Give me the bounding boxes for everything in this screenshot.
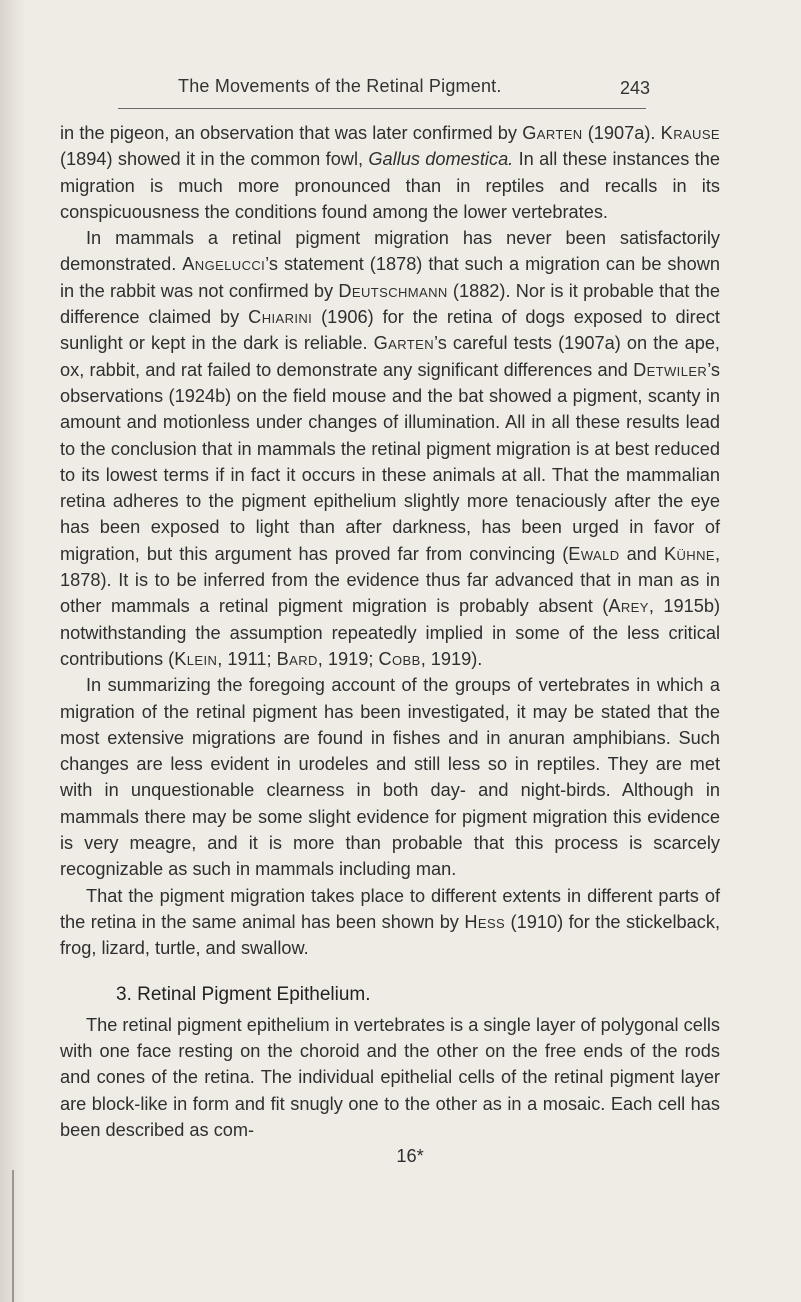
text-run: , 1915b) notwithstanding the assumption repeatedly implied in some of the less critical contributions (	[60, 596, 720, 669]
paragraph	[60, 120, 720, 225]
page-number: 243	[620, 78, 651, 98]
text-run: , 1911;	[217, 648, 277, 669]
author-name: Cobb	[378, 648, 421, 669]
paragraph	[60, 1012, 720, 1143]
text-run: In summarizing the foregoing account of the groups of vertebrates in which a migration of the retinal pigment has been investigated, it may be stated that the most extensive migrations are found in fishes and in anuran amphibians. Such changes are less evident in urodeles and still less so in reptiles. They are met with in unquestionable clearness in both day- and night-birds. Although in mammals there may be some slight evidence for pigment migration this evidence is very meagre, and it is more than probable that this process is scarcely recognizable as such in mammals including man.	[60, 675, 720, 880]
text-run: The retinal pigment epithelium in vertebrates is a single layer of polygonal cells with one face resting on the choroid and the other on the free ends of the rods and cones of the retina. The individual epithelial cells of the retinal pigment layer are block-like in form and fit snugly one to the other as in a mosaic. Each cell has been described as com-	[60, 1014, 720, 1140]
text-run: In mammals a retinal pigment migration has never been satisfactorily demonstrated.	[60, 228, 720, 275]
text-run: , 1919).	[420, 648, 483, 669]
body-text	[60, 120, 720, 1170]
author-name: Hess	[464, 911, 506, 932]
author-name: Deutschmann	[338, 280, 448, 301]
author-name: Kühne	[663, 543, 715, 564]
text-run: (1882). Nor is it probable that the difference claimed by	[60, 280, 720, 328]
author-name: Arey	[608, 596, 649, 617]
header-rule	[118, 108, 646, 109]
text-run: ’s statement (1878) that such a migration can be shown in the rabbit was not confirmed by	[60, 254, 720, 301]
author-name: Chiarini	[248, 307, 313, 328]
text-run: , 1878). It is to be inferred from the evidence thus far advanced that in man as in other mammals a retinal pigment migration is probably absent (	[60, 543, 721, 617]
paragraph	[60, 225, 720, 672]
author-name: Garten	[373, 333, 435, 354]
text-run: ’s careful tests (1907a) on the ape, ox, rabbit, and rat failed to demonstrate any significant differences and	[60, 333, 720, 380]
author-name: Garten	[522, 123, 583, 143]
paragraph	[60, 672, 720, 882]
signature-mark: 16*	[396, 1146, 424, 1167]
text-run: (1906) for the retina of dogs exposed to direct sunlight or kept in the dark is reliable.	[60, 307, 720, 354]
author-name: Detwiler	[633, 359, 708, 380]
binding-gutter	[0, 0, 26, 1302]
author-name: Krause	[660, 123, 720, 143]
italic-term: Gallus domestica.	[368, 149, 514, 170]
paragraph	[60, 883, 720, 962]
author-name: Klein	[174, 648, 218, 669]
section-heading: 3. Retinal Pigment Epithelium.	[116, 983, 371, 1005]
text-run: (1907a).	[582, 123, 661, 143]
text-run: ’s observations (1924b) on the field mouse and the bat showed a pigment, scanty in amount and motionless under changes of illumination. All in all these results lead to the conclusion that in mammals the retinal pigment migration is at best reduced to its lowest terms if in fact it occurs in these animals at all. That the mammalian retina adheres to the pigment epithelium slightly more tenaciously after the eye has been exposed to light than after darkness, has been urged in favor of migration, but this argument has proved far from convincing (	[60, 359, 720, 564]
running-title: The Movements of the Retinal Pigment.	[178, 76, 502, 96]
text-run: , 1919;	[317, 648, 379, 669]
text-run: and	[619, 543, 664, 564]
text-run: in the pigeon, an observation that was later confirmed by	[60, 123, 523, 143]
binding-edge-line	[12, 1170, 14, 1302]
author-name: Ewald	[568, 543, 620, 564]
author-name: Angelucci	[182, 254, 266, 275]
text-run: That the pigment migration takes place to different extents in different parts of the retina in the same animal has been shown by	[60, 885, 720, 932]
text-run: (1894) showed it in the common fowl,	[60, 149, 369, 170]
text-run: In all these instances the migration is much more pronounced than in reptiles and recalls in its conspicuousness the conditions found among the lower vertebrates.	[60, 149, 720, 222]
author-name: Bard	[276, 648, 318, 669]
text-run: (1910) for the stickelback, frog, lizard, turtle, and swallow.	[60, 911, 720, 959]
